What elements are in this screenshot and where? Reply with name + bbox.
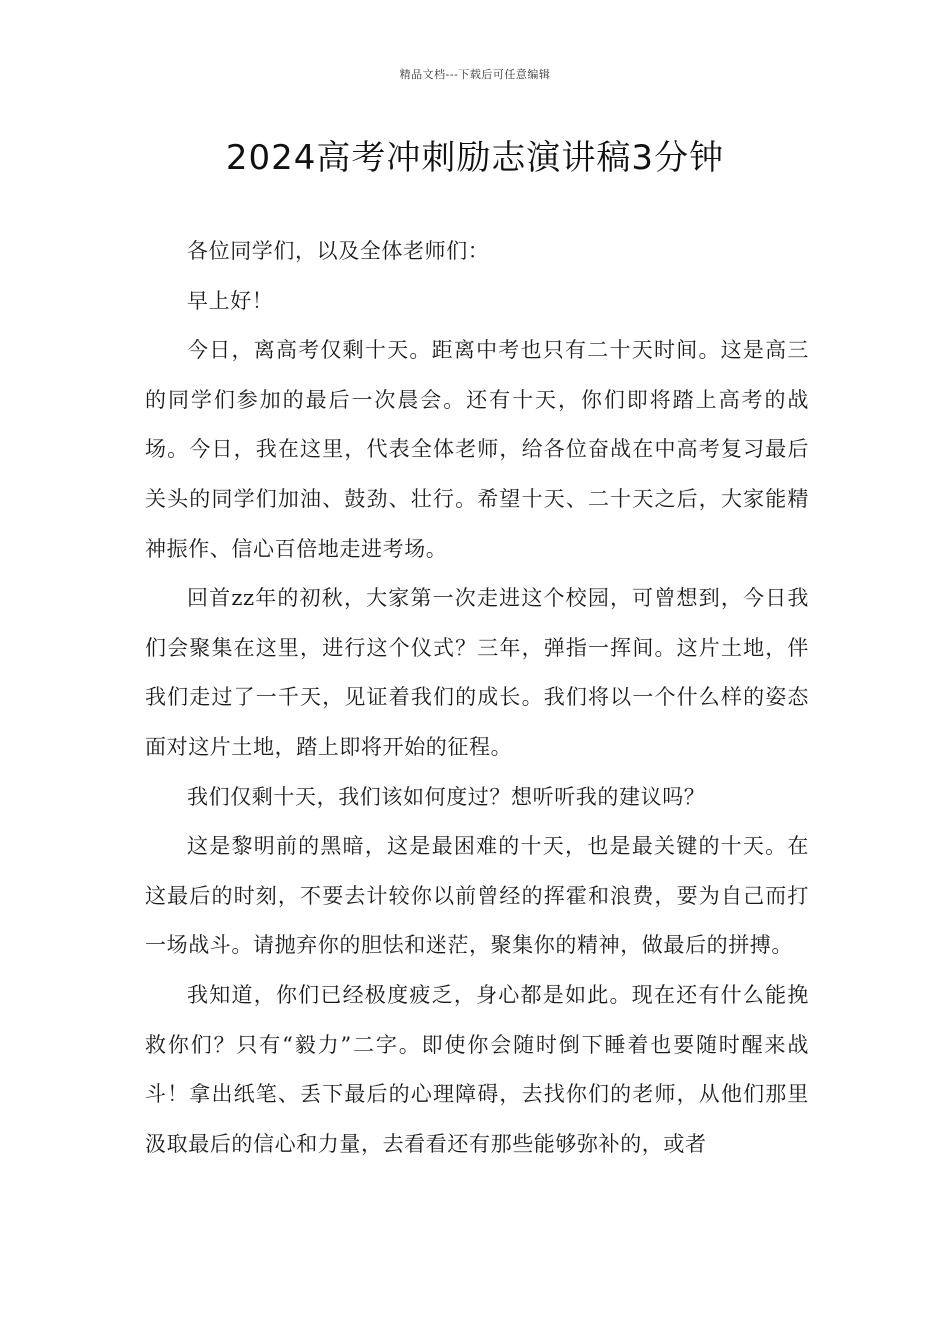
paragraph: 这是黎明前的黑暗，这是最困难的十天，也是最关键的十天。在这最后的时刻，不要去计较你以前曾经的挥霍和浪费，要为自己而打一场战斗。请抛弃你的胆怯和迷茫，聚集你的精神，做最后的拼搏。 [145, 834, 809, 958]
paragraph: 我知道，你们已经极度疲乏，身心都是如此。现在还有什么能挽救你们？只有“毅力”二字。即使你会随时倒下睡着也要随时醒来战斗！拿出纸笔、丢下最后的心理障碍，去找你们的老师，从他们那里汲取最后的信心和力量，去看看还有那些能够弥补的，或者 [145, 982, 809, 1156]
document-title: 2024高考冲刺励志演讲稿3分钟 [225, 138, 725, 178]
paragraph: 早上好！ [187, 288, 274, 313]
document-body [145, 227, 809, 1169]
paragraph: 我们仅剩十天，我们该如何度过？想听听我的建议吗？ [187, 784, 706, 809]
paragraph: 各位同学们，以及全体老师们： [187, 239, 490, 263]
paragraph: 回首zz年的初秋，大家第一次走进这个校园，可曾想到，今日我们会聚集在这里，进行这个仪式？三年，弹指一挥间。这片土地，伴我们走过了一千天，见证着我们的成长。我们将以一个什么样的姿态面对这片土地，踏上即将开始的征程。 [145, 586, 809, 759]
header-note: 精品文档---下载后可任意编辑 [399, 68, 551, 81]
paragraph: 今日，离高考仅剩十天。距离中考也只有二十天时间。这是高三的同学们参加的最后一次晨会。还有十天，你们即将踏上高考的战场。今日，我在这里，代表全体老师，给各位奋战在中高考复习最后关头的同学们加油、鼓劲、壮行。希望十天、二十天之后，大家能精神振作、信心百倍地走进考场。 [145, 338, 809, 561]
